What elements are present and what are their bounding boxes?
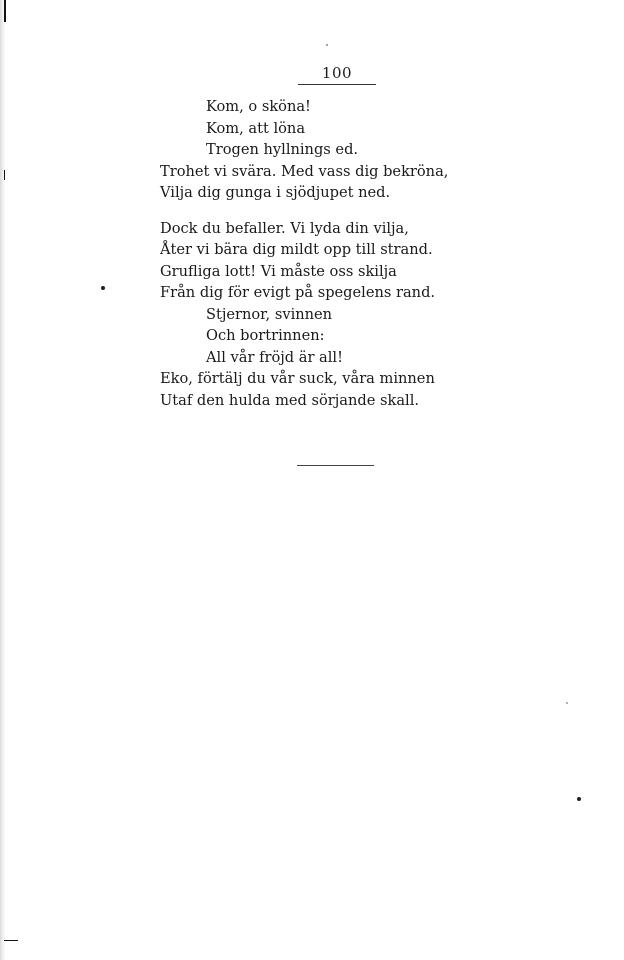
- page-number: 100: [321, 64, 353, 82]
- verse-line: Grufliga lott! Vi måste oss skilja: [160, 262, 397, 280]
- edge-tick-mark: [4, 170, 5, 180]
- ink-speck: [577, 797, 581, 801]
- verse-line: Eko, förtälj du vår suck, våra minnen: [160, 370, 435, 387]
- edge-tick-mark: [4, 0, 6, 22]
- verse-line: Kom, att löna: [206, 119, 306, 137]
- ink-speck: [326, 44, 328, 46]
- verse-line: Kom, o sköna!: [206, 98, 311, 115]
- verse-line: Från dig för evigt på spegelens rand.: [160, 284, 436, 301]
- verse-line: All vår fröjd är all!: [206, 348, 343, 366]
- verse-line: Åter vi bära dig mildt opp till strand.: [160, 241, 433, 258]
- verse-line: Trogen hyllnings ed.: [206, 141, 359, 158]
- stanza-gap: [160, 204, 500, 218]
- ink-speck: [566, 702, 568, 704]
- stanza: [160, 96, 500, 204]
- ink-speck: [101, 286, 105, 290]
- stanza: [160, 218, 500, 412]
- verse-line: Dock du befaller. Vi lyda din vilja,: [160, 219, 409, 237]
- page-left-edge: [0, 0, 6, 960]
- verse-line: Vilja dig gunga i sjödjupet ned.: [160, 184, 391, 201]
- edge-tick-mark: [4, 940, 18, 941]
- verse-line: Stjernor, svinnen: [206, 305, 333, 323]
- header-rule: [298, 84, 376, 85]
- verse-line: Trohet vi svära. Med vass dig bekröna,: [160, 162, 449, 180]
- poem-text: [160, 96, 500, 411]
- verse-line: Och bortrinnen:: [206, 327, 325, 344]
- end-rule: [297, 465, 374, 466]
- verse-line: Utaf den hulda med sörjande skall.: [160, 391, 420, 409]
